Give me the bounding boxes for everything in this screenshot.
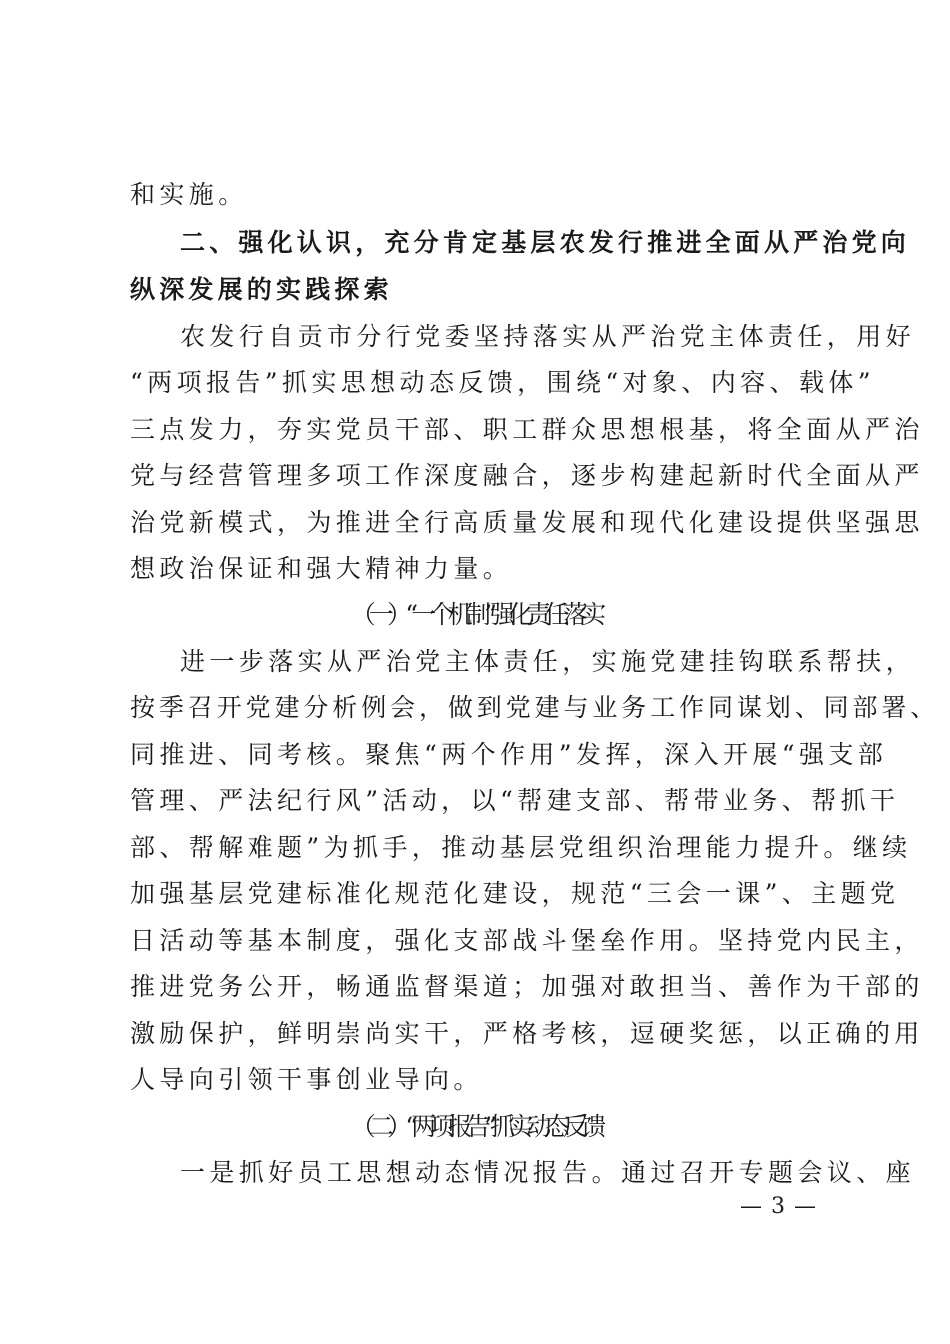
page-number: — 3 —: [740, 1194, 817, 1219]
paragraph-line: 激励保护，鲜明崇尚实干，严格考核，逗硬奖惩，以正确的用: [130, 1019, 924, 1048]
paragraph-line: 和实施。: [130, 180, 248, 209]
paragraph-line: 三点发力，夯实党员干部、职工群众思想根基，将全面从严治: [130, 415, 924, 444]
paragraph-line: 治党新模式，为推进全行高质量发展和现代化建设提供坚强思: [130, 508, 924, 537]
paragraph-line: 进一步落实从严治党主体责任，实施党建挂钩联系帮扶，: [180, 647, 916, 676]
section-heading: 二、强化认识，充分肯定基层农发行推进全面从严治党向: [180, 228, 911, 257]
paragraph-line: 日活动等基本制度，强化支部战斗堡垒作用。坚持党内民主，: [130, 926, 924, 955]
paragraph-line: 党与经营管理多项工作深度融合，逐步构建起新时代全面从严: [130, 461, 924, 490]
paragraph-line: 同推进、同考核。聚焦“两个作用”发挥，深入开展“强支部: [130, 740, 888, 769]
subsection-heading: （二）“两项报告”抓实动态反馈: [350, 1112, 600, 1141]
paragraph-line: 管理、严法纪行风”活动，以“帮建支部、帮带业务、帮抓干: [130, 786, 900, 815]
paragraph-line: “两项报告”抓实思想动态反馈，围绕“对象、内容、载体”: [130, 368, 875, 397]
paragraph-line: 按季召开党建分析例会，做到党建与业务工作同谋划、同部署、: [130, 693, 940, 722]
paragraph-line: 想政治保证和强大精神力量。: [130, 554, 513, 583]
paragraph-line: 农发行自贡市分行党委坚持落实从严治党主体责任，用好: [180, 322, 916, 351]
paragraph-line: 人导向引领干事创业导向。: [130, 1065, 483, 1094]
paragraph-line: 推进党务公开，畅通监督渠道；加强对敢担当、善作为干部的: [130, 972, 924, 1001]
subsection-heading: （一）“一个机制”强化责任落实: [350, 600, 600, 629]
section-heading: 纵深发展的实践探索: [130, 275, 393, 304]
paragraph-line: 一是抓好员工思想动态情况报告。通过召开专题会议、座: [180, 1158, 916, 1187]
paragraph-line: 加强基层党建标准化规范化建设，规范“三会一课”、主题党: [130, 879, 900, 908]
paragraph-line: 部、帮解难题”为抓手，推动基层党组织治理能力提升。继续: [130, 833, 912, 862]
